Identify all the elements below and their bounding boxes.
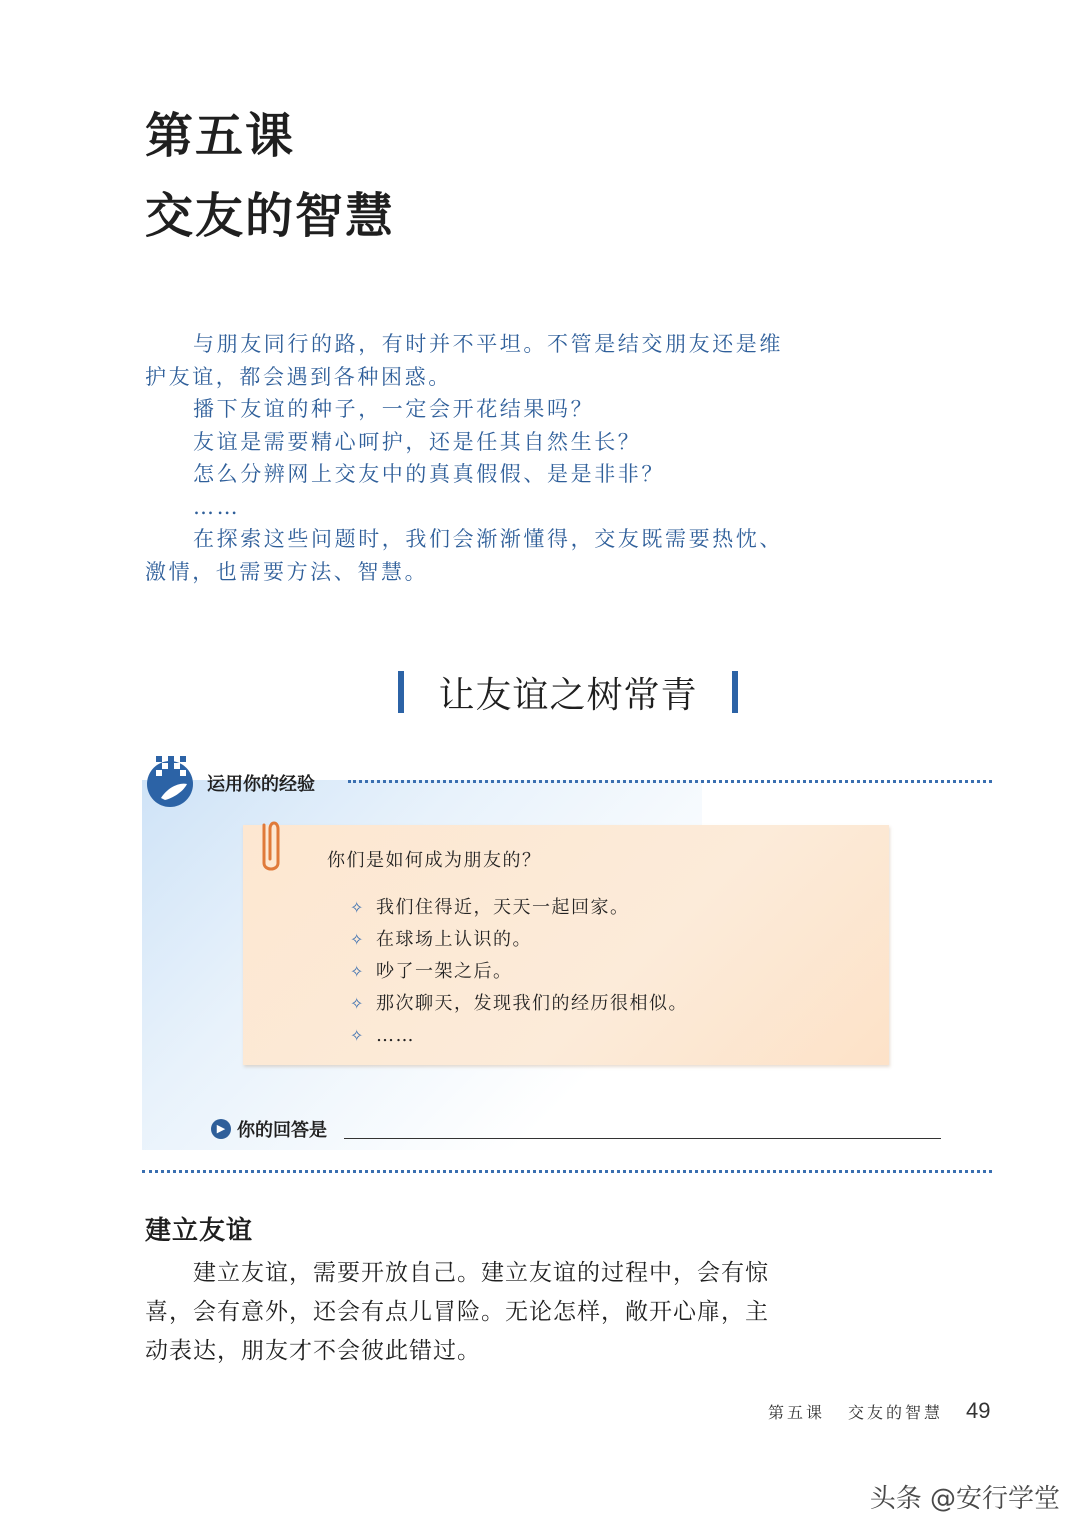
list-item-text: 我们住得近，天天一起回家。	[376, 897, 630, 918]
list-item-text: ……	[376, 1025, 415, 1046]
list-item-text: 吵了一架之后。	[376, 961, 513, 982]
list-item	[350, 956, 688, 988]
subsection-body: 建立友谊，需要开放自己。建立友谊的过程中，会有惊喜，会有意外，还会有点儿冒险。无论怎样，敞开心扉，主动表达，朋友才不会彼此错过。	[145, 1260, 769, 1364]
intro-paragraph: 播下友谊的种子，一定会开花结果吗？	[193, 397, 595, 421]
intro-ellipsis: ……	[193, 494, 241, 519]
section-heading	[398, 664, 738, 720]
sparkle-bullet-icon: ✧	[350, 994, 365, 1013]
answer-blank-line	[344, 1138, 941, 1139]
heading-bar-right	[732, 671, 738, 713]
sparkle-bullet-icon: ✧	[350, 930, 365, 949]
list-item	[350, 988, 688, 1020]
lesson-number: 第五课	[145, 108, 296, 164]
page-number: 49	[966, 1398, 991, 1423]
experience-icon	[143, 754, 197, 808]
section-title: 让友谊之树常青	[438, 674, 698, 716]
intro-paragraph: 与朋友同行的路，有时并不平坦。不管是结交朋友还是维护友谊，都会遇到各种困惑。	[145, 332, 783, 389]
intro-text	[145, 328, 785, 588]
activity-bottom-divider	[142, 1170, 992, 1173]
activity-top-divider	[348, 780, 992, 783]
card-question: 你们是如何成为朋友的？	[327, 850, 542, 871]
answer-options-list	[350, 892, 688, 1052]
lesson-title: 交友的智慧	[145, 188, 396, 244]
list-item	[350, 1020, 688, 1052]
list-item-text: 在球场上认识的。	[376, 929, 532, 950]
sparkle-bullet-icon: ✧	[350, 962, 365, 981]
footer-title: 交友的智慧	[848, 1403, 944, 1422]
heading-bar-left	[398, 671, 404, 713]
answer-label: 你的回答是	[237, 1120, 327, 1141]
list-item-text: 那次聊天，发现我们的经历很相似。	[376, 993, 688, 1014]
intro-paragraph: 在探索这些问题时，我们会渐渐懂得，交友既需要热忱、激情，也需要方法、智慧。	[145, 527, 783, 584]
footer-lesson: 第五课	[768, 1403, 826, 1422]
answer-prompt	[211, 1116, 327, 1142]
sparkle-bullet-icon: ✧	[350, 1026, 365, 1045]
sparkle-bullet-icon: ✧	[350, 898, 365, 917]
subsection-title: 建立友谊	[145, 1216, 254, 1246]
intro-paragraph: 怎么分辨网上交友中的真真假假、是是非非？	[193, 462, 665, 486]
list-item	[350, 892, 688, 924]
arrow-right-icon: ▶	[211, 1119, 231, 1139]
watermark: 头条 @安行学堂	[869, 1484, 1060, 1514]
list-item	[350, 924, 688, 956]
intro-paragraph: 友谊是需要精心呵护，还是任其自然生长？	[193, 429, 642, 454]
activity-title: 运用你的经验	[207, 774, 315, 795]
paperclip-icon	[250, 815, 290, 877]
